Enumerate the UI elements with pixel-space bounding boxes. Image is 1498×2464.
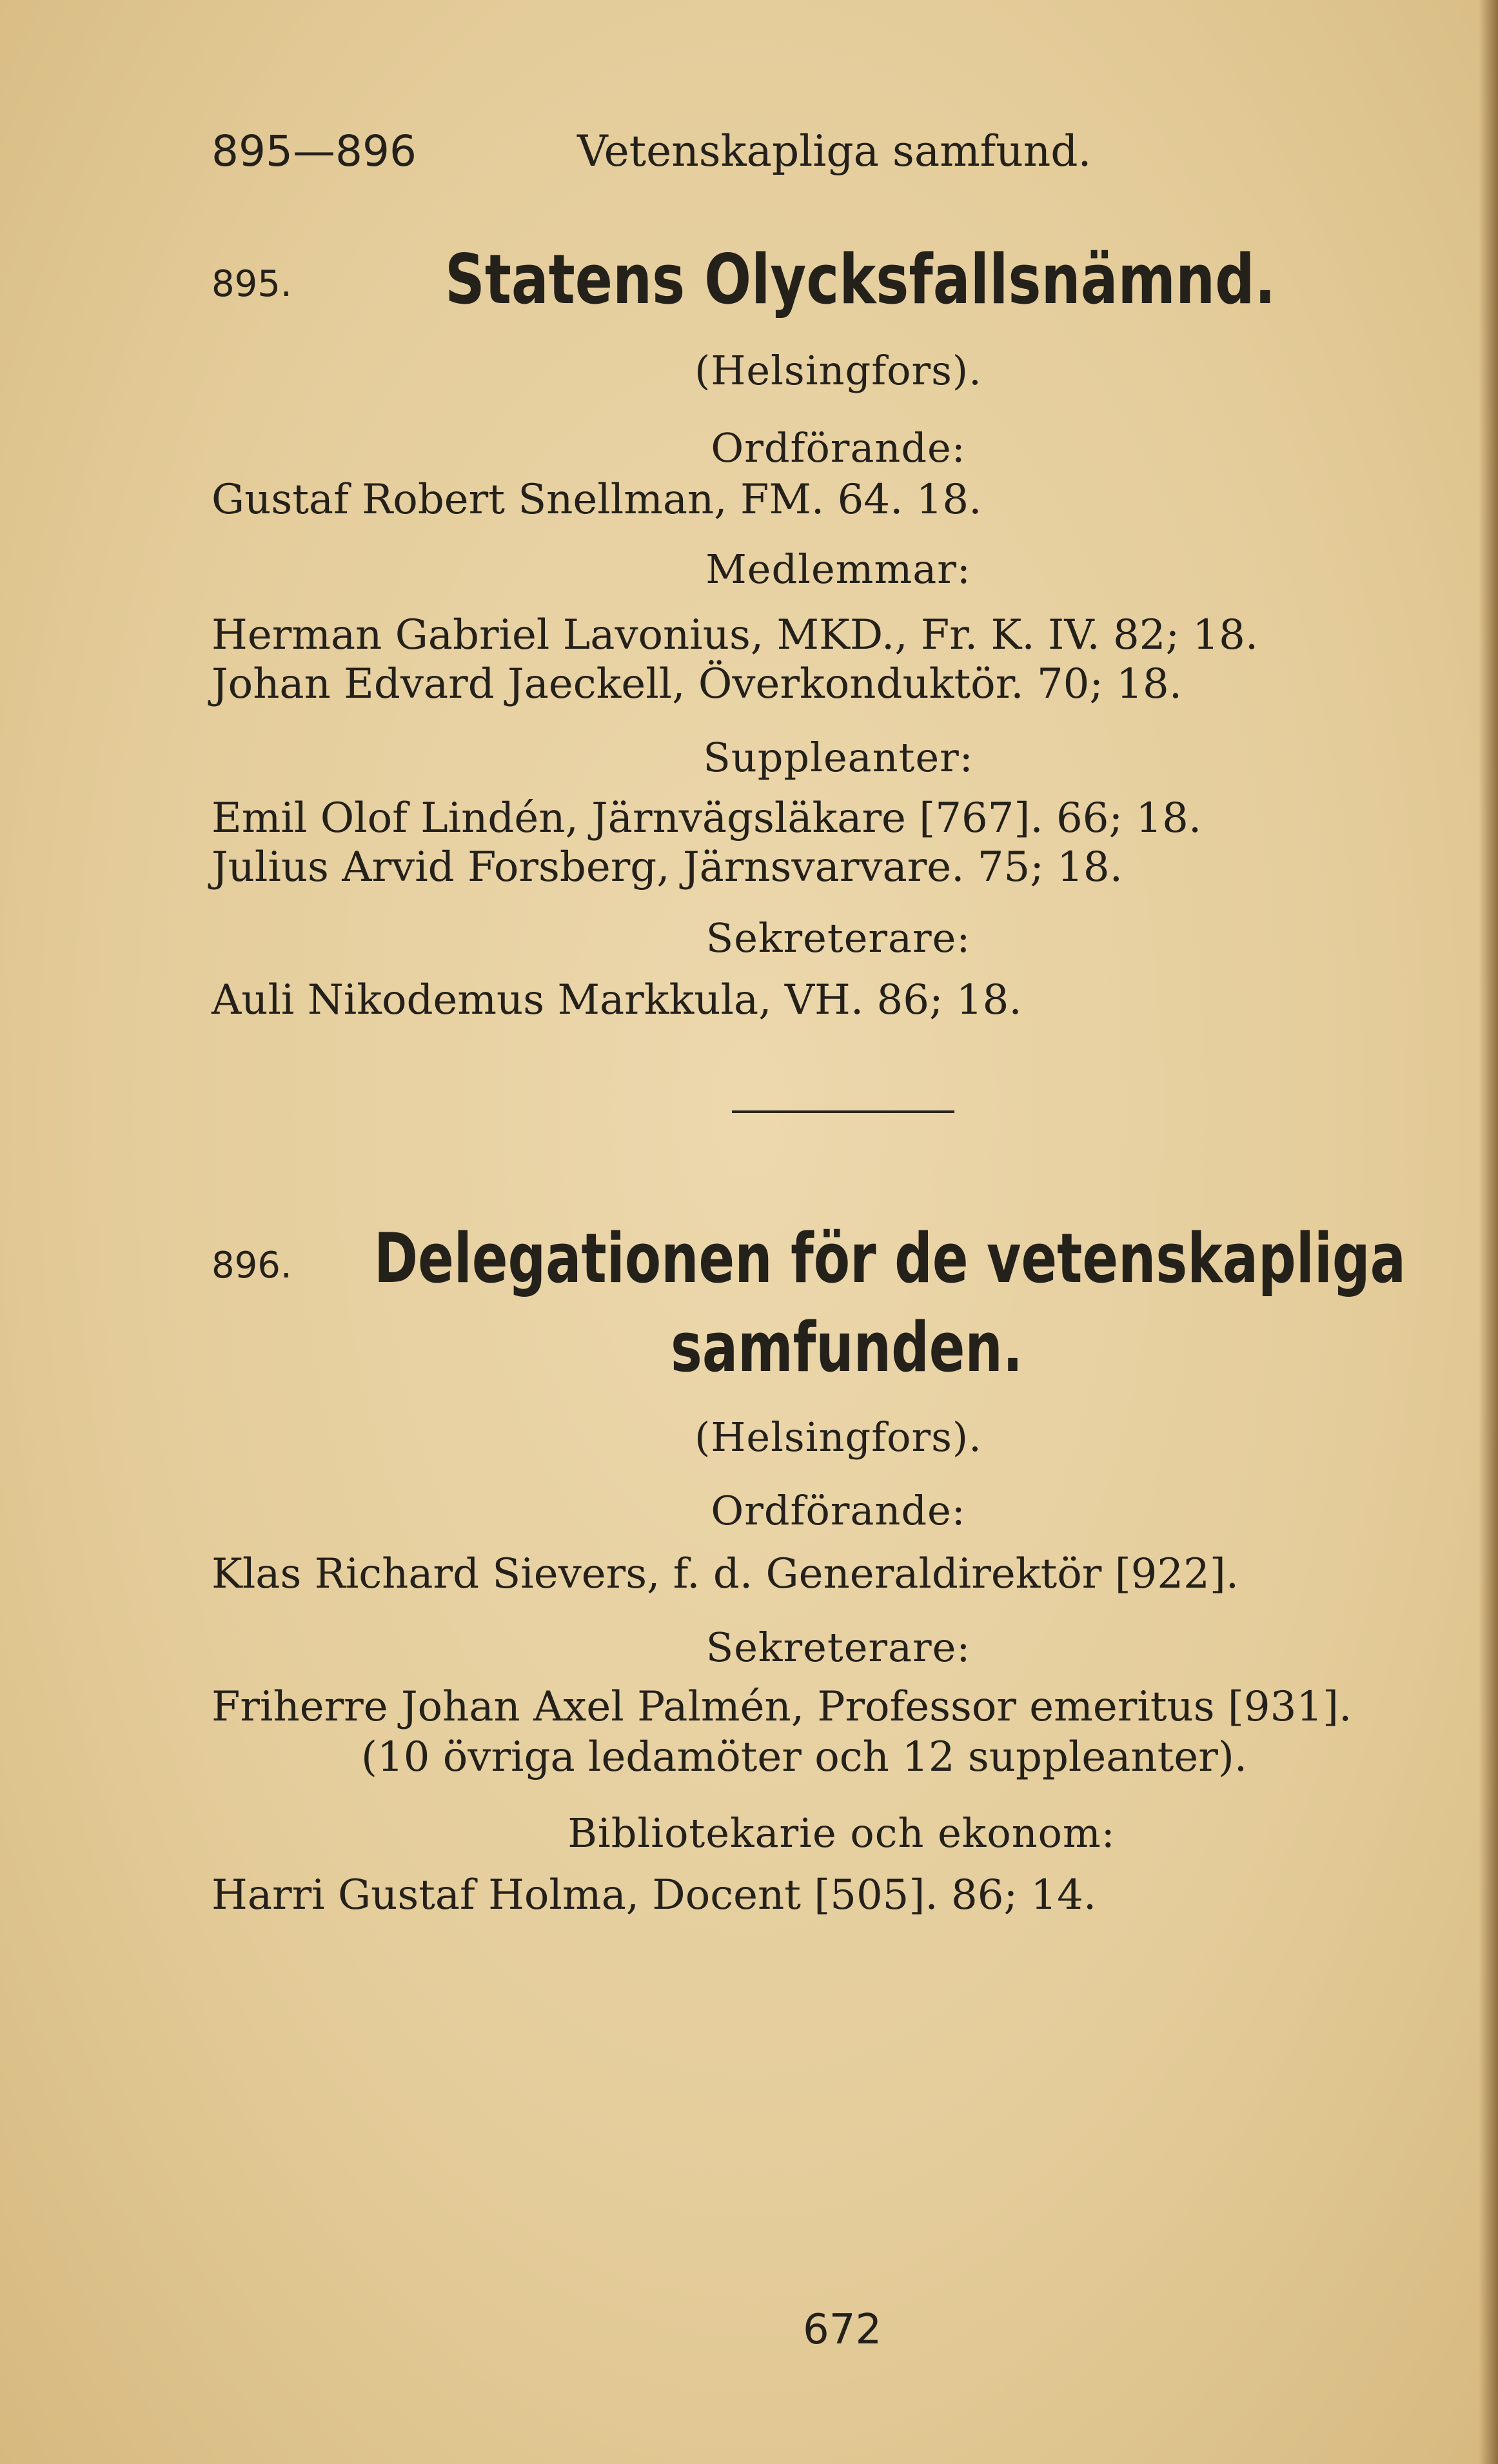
section-title-896-line1: Delegationen för de vetenskapliga xyxy=(374,1219,1406,1298)
chair-896: Klas Richard Sievers, f. d. Generaldirektör [922]. xyxy=(212,1550,1239,1598)
running-header-title: Vetenskapliga samfund. xyxy=(577,126,1092,176)
secretary-895: Auli Nikodemus Markkula, VH. 86; 18. xyxy=(212,976,1022,1024)
deputy-1-895: Emil Olof Lindén, Järnvägsläkare [767]. 66; 18. xyxy=(212,794,1202,842)
page-edge-shadow xyxy=(1479,0,1498,2464)
librarian-896: Harri Gustaf Holma, Docent [505]. 86; 14. xyxy=(212,1871,1097,1919)
page-number: 672 xyxy=(803,2306,882,2354)
heading-suppleanter-895: Suppleanter: xyxy=(703,734,974,781)
section-number-896: 896. xyxy=(212,1245,292,1286)
heading-ordforande-896: Ordförande: xyxy=(711,1487,966,1534)
note-896: (10 övriga ledamöter och 12 suppleanter). xyxy=(361,1733,1248,1781)
location-896: (Helsingfors). xyxy=(695,1414,982,1461)
section-title-896-line2: samfunden. xyxy=(671,1308,1023,1387)
heading-bibliotekarie-896: Bibliotekarie och ekonom: xyxy=(567,1809,1116,1857)
member-1-895: Herman Gabriel Lavonius, MKD., Fr. K. IV. 82; 18. xyxy=(212,611,1259,659)
section-number-895: 895. xyxy=(212,263,292,305)
heading-medlemmar-895: Medlemmar: xyxy=(705,546,971,593)
member-2-895: Johan Edvard Jaeckell, Överkonduktör. 70; 18. xyxy=(212,660,1183,708)
section-title-895: Statens Olycksfallsnämnd. xyxy=(445,240,1276,319)
running-header-pages: 895—896 xyxy=(212,126,417,176)
chair-895: Gustaf Robert Snellman, FM. 64. 18. xyxy=(212,476,982,524)
deputy-2-895: Julius Arvid Forsberg, Järnsvarvare. 75; 18. xyxy=(212,843,1123,891)
section-divider xyxy=(732,1110,954,1113)
secretary-896: Friherre Johan Axel Palmén, Professor emeritus [931]. xyxy=(212,1683,1352,1731)
heading-sekreterare-895: Sekreterare: xyxy=(705,914,971,961)
heading-ordforande-895: Ordförande: xyxy=(711,424,966,471)
heading-sekreterare-896: Sekreterare: xyxy=(705,1624,971,1671)
location-895: (Helsingfors). xyxy=(695,347,982,394)
